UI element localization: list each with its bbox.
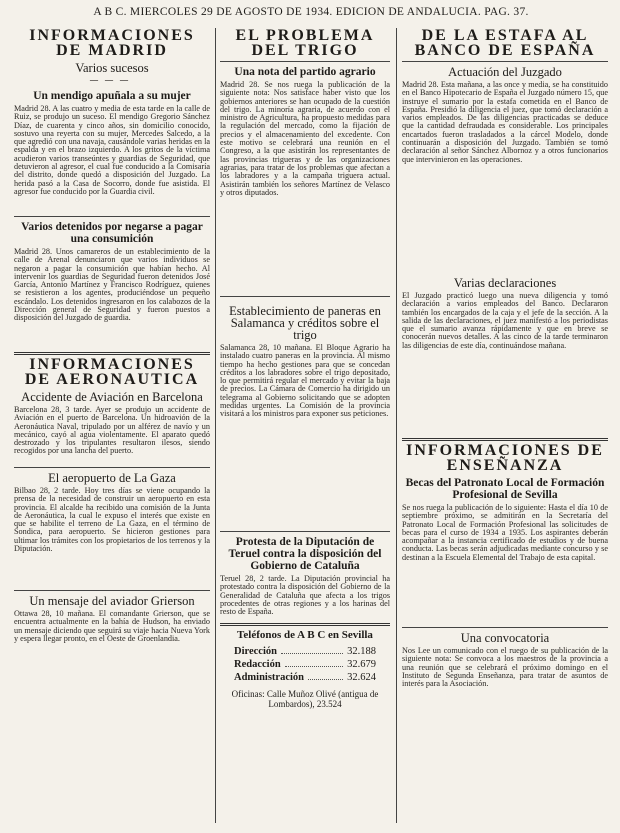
divider bbox=[14, 467, 210, 468]
phones-title: Teléfonos de A B C en Sevilla bbox=[237, 629, 373, 641]
phone-row-administracion bbox=[220, 671, 390, 684]
phone-row-redaccion bbox=[220, 658, 390, 671]
article-body-accidente: Barcelona 28, 3 tarde. Ayer se produjo un accidente de Aviación en el puerto de Barcelona. Un hidroavión de la Aeronáutica Naval, tripulado por un alférez de navío y un mecánico, cayó al agua violentamente. El aparato quedó destrozado y los tripulantes resultaron ilesos, siendo recogidos por una lancha del puerto. bbox=[14, 406, 210, 456]
divider bbox=[220, 531, 390, 532]
masthead-line: A B C. MIERCOLES 29 DE AGOSTO DE 1934. EDICION DE ANDALUCIA. PAG. 37. bbox=[93, 6, 529, 18]
article-title-convocatoria: Una convocatoria bbox=[460, 631, 550, 645]
phone-label: Administración bbox=[234, 672, 305, 683]
column-divider-left bbox=[215, 28, 216, 823]
divider bbox=[220, 296, 390, 297]
article-title-juzgado: Actuación del Juzgado bbox=[448, 65, 562, 79]
leader-dots bbox=[308, 671, 343, 680]
article-title-declaraciones: Varias declaraciones bbox=[453, 276, 557, 290]
section-title-aeronautica: INFORMACIONES DE AERONAUTICA bbox=[24, 356, 200, 388]
article-body-agrario: Madrid 28. Se nos ruega la publicación de la siguiente nota: Nos satisface haber visto que los gobiernos anteriores se han ocupado de la cuestión del trigo. La minoría agraria, de acuerdo con el ministro de Agricultura, ha propuesto medidas para la regulación del mercado, como la fijación de precios y el almacenamiento del excedente. Con este motivo se celebrará una reunión en el Congreso, a la que asistirán los representantes de las provincias trigueras y de las organizaciones agrarias, para tratar de los problemas que afectan a los labradores y a la campaña triguera actual. Asistirán también los señores Martínez de Velasco y otros diputados. bbox=[220, 81, 390, 197]
divider bbox=[14, 590, 210, 591]
article-body-mendigo: Madrid 28. A las cuatro y media de esta tarde en la calle de Ruiz, se produjo un suceso. El mendigo Gregorio Sánchez Díaz, de cuarenta y cinco años, sin domicilio conocido, sostuvo una reyerta con su mujer, Mercedes Salcedo, a la que agredió con una navaja, causándole varias heridas en la espalda y en el brazo izquierdo. A los gritos de la víctima acudieron varios transeúntes y guardias de Seguridad, que detuvieron al agresor, el cual fue conducido a la Comisaría del distrito, donde quedó a disposición del Juzgado. La herida pasó a la Casa de Socorro, donde fue asistida. El agresor fue conducido por la Guardia civil. bbox=[14, 105, 210, 196]
leader-dots bbox=[281, 645, 343, 654]
article-body-paneras: Salamanca 28, 10 mañana. El Bloque Agrario ha instalado cuatro paneras en la provincia. Al mismo tiempo ha hecho gestiones para que se concedan créditos a los labradores sobre el trigo depositado, lo que permitirá regular el mercado y evitar la baja de precios. La Cámara de Comercio ha dirigido un telegrama al Gobierno solicitando que se adopten medidas urgentes. La Comisión de la provincia visitará a los ministros para exponer sus peticiones. bbox=[220, 344, 390, 419]
divider bbox=[14, 352, 210, 355]
article-title-teruel: Protesta de la Diputación de Teruel contra la disposición del Gobierno de Cataluña bbox=[228, 536, 382, 572]
divider bbox=[220, 61, 390, 62]
divider bbox=[220, 623, 390, 626]
divider bbox=[14, 216, 210, 217]
article-title-becas: Becas del Patronato Local de Formación Profesional de Sevilla bbox=[405, 477, 605, 501]
column-middle bbox=[220, 26, 390, 826]
phone-label: Redacción bbox=[234, 659, 281, 670]
article-title-sucesos: Varios sucesos bbox=[75, 61, 149, 75]
article-title-detenidos: Varios detenidos por negarse a pagar una consumición bbox=[21, 221, 203, 245]
phone-number: 32.679 bbox=[347, 659, 376, 670]
section-title-ensenanza: INFORMACIONES DE ENSEÑANZA bbox=[406, 442, 604, 474]
column-divider-right bbox=[396, 28, 397, 823]
article-title-grierson: Un mensaje del aviador Grierson bbox=[29, 594, 195, 608]
article-body-aeropuerto: Bilbao 28, 2 tarde. Hoy tres días se viene ocupando la prensa de la necesidad de construir un aeropuerto en esta provincia. El alcalde ha recibido una comisión de la Junta de Aeronáutica, la cual le expuso el interés que existe en que se habilite el terreno de La Gaza, en el término de Sondica, para aeropuerto. Se hicieron gestiones para ultimar los trámites con los propietarios de los terrenos y la Diputación. bbox=[14, 487, 210, 554]
leader-dots bbox=[285, 658, 343, 667]
phone-number: 32.624 bbox=[347, 672, 376, 683]
section-title-madrid: INFORMACIONES DE MADRID bbox=[29, 27, 195, 59]
section-title-estafa: DE LA ESTAFA AL BANCO DE ESPAÑA bbox=[414, 27, 596, 59]
article-body-teruel: Teruel 28, 2 tarde. La Diputación provincial ha protestado contra la disposición del Gobierno de la Generalidad de Cataluña que afecta a los trigos procedentes de otras regiones y a los harinas del resto de España. bbox=[220, 575, 390, 617]
section-title-trigo: EL PROBLEMA DEL TRIGO bbox=[235, 27, 375, 59]
divider bbox=[402, 438, 608, 441]
offices-address: Oficinas: Calle Muñoz Olivé (antigua de Lombardos), 23.524 bbox=[231, 689, 379, 709]
column-left bbox=[14, 26, 210, 826]
article-body-becas: Se nos ruega la publicación de lo siguiente: Hasta el día 10 de septiembre próximo, se admitirán en la Secretaría del Patronato Local de Formación Profesional las solicitudes de becas para el curso de 1934 a 1935. Los aspirantes deberán acompañar a la instancia certificado de estudios y de buena conducta. Las becas serán adjudicadas mediante concurso y se destinan a la Escuela Elemental del Trabajo de esta capital. bbox=[402, 504, 608, 562]
article-title-mendigo: Un mendigo apuñala a su mujer bbox=[33, 90, 191, 102]
divider bbox=[402, 627, 608, 628]
ornament-divider: ——— bbox=[89, 76, 135, 86]
article-body-detenidos: Madrid 28. Unos camareros de un establecimiento de la calle de Arenal denunciaron que varios individuos se negaron a pagar la consumición que habían hecho. Al intervenir los guardias de Seguridad fueron detenidos José García, Antonio Martínez y Francisco Rodríguez, quienes se resistieron a los agentes, produciéndose un pequeño escándalo. Los detenidos ingresaron en los calabozos de la Dirección general de Seguridad y fueron puestos a disposición del Juzgado de guardia. bbox=[14, 248, 210, 323]
article-body-juzgado: Madrid 28. Esta mañana, a las once y media, se ha constituido en el Banco Hipotecario de España el Juzgado número 15, que instruye el sumario por la estafa cometida en el Banco de España. Presidió la diligencia el juez, que tomó declaración a varios empleados. De las diligencias practicadas se deduce que la cantidad defraudada es considerable. Los principales encartados fueron trasladados a la cárcel Modelo, donde continuarán a disposición del Juzgado. También se tomó declaración al señor Sánchez Albornoz y a otros funcionarios que intervinieron en las operaciones. bbox=[402, 81, 608, 164]
phone-row-direccion bbox=[220, 645, 390, 658]
divider bbox=[402, 61, 608, 62]
article-title-agrario: Una nota del partido agrario bbox=[234, 66, 376, 78]
column-right bbox=[402, 26, 608, 826]
phone-label: Dirección bbox=[234, 646, 277, 657]
article-title-accidente: Accidente de Aviación en Barcelona bbox=[21, 390, 203, 404]
article-body-convocatoria: Nos Lee un comunicado con el ruego de su publicación de la siguiente nota: Se convoca a los maestros de la provincia a una reunión que se celebrará el próximo domingo en el Instituto de Segunda Enseñanza, para tratar de asuntos de interés para la Asociación. bbox=[402, 647, 608, 689]
phone-number: 32.188 bbox=[347, 646, 376, 657]
article-body-declaraciones: El Juzgado practicó luego una nueva diligencia y tomó declaración a varios empleados del Banco. Declararon también los encargados de la caja y el jefe de la sección. A la salida de las declaraciones, el juez manifestó a los periodistas que el sumario avanza rápidamente y que en breve se conocerán nuevos detalles. A las cinco de la tarde terminaron las diligencias de este día, continuándose mañana. bbox=[402, 292, 608, 350]
article-body-grierson: Ottawa 28, 10 mañana. El comandante Grierson, que se encuentra actualmente en la bahía de Hudson, ha enviado un mensaje diciendo que seguirá su viaje hacia Nueva York y espera llegar pronto, en el Oeste de Groenlandia. bbox=[14, 610, 210, 643]
article-title-aeropuerto: El aeropuerto de La Gaza bbox=[48, 471, 176, 485]
article-title-paneras: Establecimiento de paneras en Salamanca y créditos sobre el trigo bbox=[229, 304, 381, 342]
